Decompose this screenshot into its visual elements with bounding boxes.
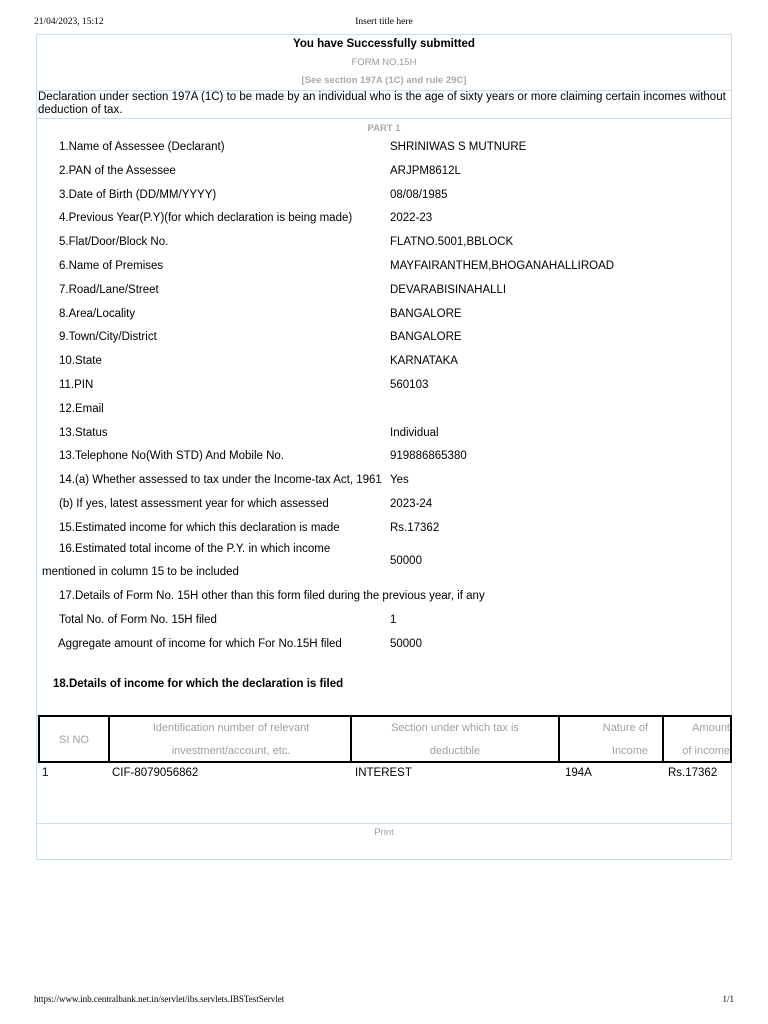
field-value: BANGALORE <box>390 331 462 343</box>
field-value: 1 <box>390 614 397 626</box>
field-value: BANGALORE <box>390 308 462 320</box>
field-value: Yes <box>390 474 409 486</box>
field-value: ARJPM8612L <box>390 165 461 177</box>
print-page-title: Insert title here <box>355 17 413 27</box>
field-row <box>37 260 731 280</box>
field-row <box>37 165 731 185</box>
table-row <box>37 767 731 785</box>
field-value: 2023-24 <box>390 498 433 510</box>
print-footer <box>34 994 734 1008</box>
income-table-header <box>38 715 732 763</box>
field-row <box>37 308 731 328</box>
field-label: 13.Status <box>59 427 108 439</box>
field-value: 2022-23 <box>390 212 433 224</box>
field-label: 7.Road/Lane/Street <box>59 284 159 296</box>
section-reference: [See section 197A (1C) and rule 29C] <box>301 75 467 86</box>
field-value: 50000 <box>390 555 422 567</box>
field-row <box>37 236 731 256</box>
field-row <box>37 522 731 542</box>
field-value: FLATNO.5001,BBLOCK <box>390 236 514 248</box>
field-label: mentioned in column 15 to be included <box>42 566 239 578</box>
divider <box>37 823 731 824</box>
field-value: 08/08/1985 <box>390 189 448 201</box>
field-row <box>37 427 731 447</box>
field-row-aggregate <box>37 638 731 658</box>
field-row <box>37 403 731 423</box>
cell-sl-no: 1 <box>42 767 49 779</box>
field-value: Rs.17362 <box>390 522 440 534</box>
field-label: 16.Estimated total income of the P.Y. in which income <box>59 543 331 555</box>
field-value: 560103 <box>390 379 429 391</box>
field-label: 6.Name of Premises <box>59 260 164 272</box>
field-label: 10.State <box>59 355 102 367</box>
field-label: 3.Date of Birth (DD/MM/YYYY) <box>59 189 217 201</box>
field-label: 11.PIN <box>59 379 94 391</box>
field-label: 14.(a) Whether assessed to tax under the Income-tax Act, 1961 <box>59 474 382 486</box>
field-row-16 <box>37 543 731 583</box>
field-row <box>37 212 731 232</box>
field-label: 9.Town/City/District <box>59 331 157 343</box>
field-row <box>37 474 731 494</box>
print-page-number: 1/1 <box>722 994 734 1004</box>
print-timestamp: 21/04/2023, 15:12 <box>34 17 104 27</box>
field-label: 15.Estimated income for which this declaration is made <box>59 522 340 534</box>
field-row <box>37 189 731 209</box>
field-value: Individual <box>390 427 439 439</box>
field-label: 17.Details of Form No. 15H other than this form filed during the previous year, if any <box>59 590 485 602</box>
field-label: 4.Previous Year(P.Y)(for which declaration is being made) <box>59 212 353 224</box>
header-section: Section under which tax is deductible <box>350 717 558 761</box>
field-row <box>37 284 731 304</box>
field-row <box>37 355 731 375</box>
header-nature: Nature of Income <box>558 717 664 761</box>
header-amount: Amount of income <box>662 717 732 761</box>
field-value: KARNATAKA <box>390 355 458 367</box>
cell-identification: CIF-8079056862 <box>112 767 199 779</box>
form-15h-container <box>36 34 732 860</box>
success-message: You have Successfully submitted <box>293 38 475 50</box>
field-row <box>37 498 731 518</box>
divider <box>37 118 731 119</box>
form-number: FORM NO.15H <box>351 57 417 68</box>
field-label: 8.Area/Locality <box>59 308 136 320</box>
part-label: PART 1 <box>367 123 401 134</box>
cell-amount: Rs.17362 <box>668 767 718 779</box>
header-sl-no: SI NO <box>59 734 89 746</box>
print-url: https://www.inb.centralbank.net.in/servlet/ibs.servlets.IBSTestServlet <box>34 994 285 1004</box>
field-label: Aggregate amount of income for which For No.15H filed <box>58 638 342 650</box>
field-label: (b) If yes, latest assessment year for which assessed <box>59 498 329 510</box>
field-row <box>37 331 731 351</box>
field-label: 13.Telephone No(With STD) And Mobile No. <box>59 450 284 462</box>
print-header <box>34 17 734 31</box>
field-row <box>37 379 731 399</box>
field-value: MAYFAIRANTHEM,BHOGANAHALLIROAD <box>390 260 615 272</box>
field-value: SHRINIWAS S MUTNURE <box>390 141 527 153</box>
field-row <box>37 450 731 470</box>
field-label: 5.Flat/Door/Block No. <box>59 236 169 248</box>
header-identification: Identification number of relevant investment/account, etc. <box>108 717 352 761</box>
declaration-text: Declaration under section 197A (1C) to be made by an individual who is the age of sixty years or more claiming certain incomes without deduction of tax. <box>38 91 726 116</box>
cell-nature: 194A <box>565 767 592 779</box>
field-row-17 <box>37 590 731 610</box>
section-18-title: 18.Details of income for which the declaration is filed <box>53 678 344 690</box>
field-row <box>37 141 731 161</box>
cell-section: INTEREST <box>355 767 412 779</box>
field-row-total-15h <box>37 614 731 634</box>
field-value: 50000 <box>390 638 422 650</box>
field-label: 12.Email <box>59 403 104 415</box>
field-value: DEVARABISINAHALLI <box>390 284 507 296</box>
print-button[interactable]: Print <box>374 827 394 838</box>
field-label: 1.Name of Assessee (Declarant) <box>59 141 225 153</box>
field-label: 2.PAN of the Assessee <box>59 165 176 177</box>
field-value: 919886865380 <box>390 450 467 462</box>
field-label: Total No. of Form No. 15H filed <box>59 614 217 626</box>
